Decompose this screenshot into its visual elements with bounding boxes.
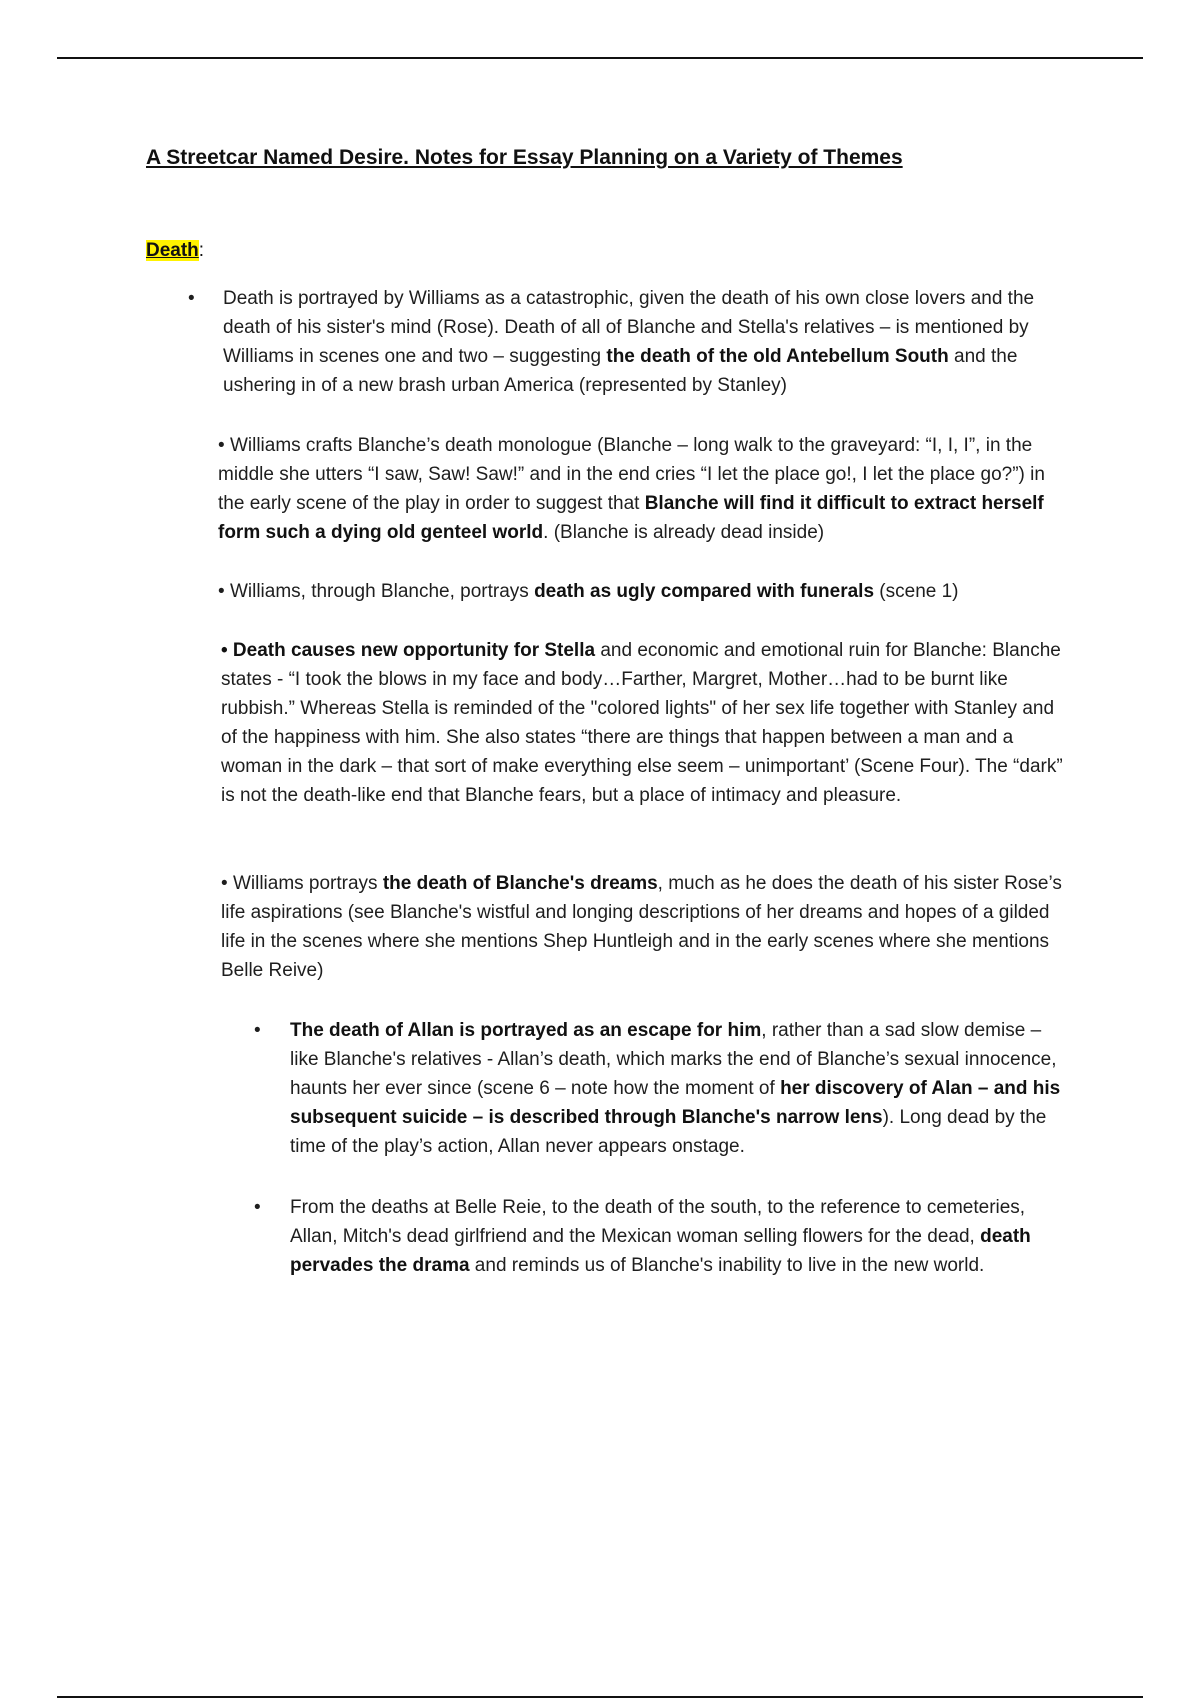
top-rule [57, 57, 1143, 59]
bullet-marker: • [188, 288, 195, 309]
paragraph-bold-text: the death of Blanche's dreams [382, 873, 658, 894]
paragraph-text: Williams, through Blanche, portrays [229, 581, 535, 602]
paragraph-text: ). Long dead by the time of the play’s action, Allan never appears onstage. [290, 1107, 1047, 1157]
inline-bullet: • [218, 581, 230, 602]
section-heading-colon: : [198, 240, 205, 261]
paragraph-text: . (Blanche is already dead inside) [543, 522, 825, 543]
paragraph-death-ugly [218, 577, 1063, 606]
bullet-marker: • [254, 1197, 261, 1218]
section-heading-text: Death [146, 240, 199, 261]
paragraph-text: , much as he does the death of his sister Rose’s life aspirations (see Blanche's wistful and longing descriptions of her dreams and hopes of a gilded life in the scenes where she mentions Shep Huntleigh and in the early scenes where she mentions Belle Reive) [221, 873, 1062, 981]
paragraph-text: and the ushering in of a new brash urban America (represented by Stanley) [223, 346, 1018, 396]
paragraph-death-of-dreams [221, 869, 1063, 985]
paragraph-bold-text: her discovery of Alan – and his subsequent suicide – is described through Blanche's narrow lens [290, 1078, 1061, 1128]
paragraph-bold-text: Blanche will find it difficult to extract herself form such a dying old genteel world [218, 493, 1044, 543]
paragraph-text: , rather than a sad slow demise – like Blanche's relatives - Allan’s death, which marks the end of Blanche’s sexual innocence, haunts her ever since (scene 6 – note how the moment of [290, 1020, 1057, 1099]
section-heading [146, 240, 204, 262]
paragraph-bold-text: death pervades the drama [290, 1226, 1031, 1276]
paragraph-bold-text: • Death causes new opportunity for Stella [221, 640, 596, 661]
paragraph-death-opportunity [221, 636, 1063, 810]
inline-bullet: • [218, 435, 230, 456]
paragraph-text: and reminds us of Blanche's inability to live in the new world. [469, 1255, 985, 1276]
paragraph-bold-text: the death of the old Antebellum South [606, 346, 949, 367]
paragraph-text: Death is portrayed by Williams as a catastrophic, given the death of his own close lovers and the death of his sister's mind (Rose). Death of all of Blanche and Stella's relatives – is mentioned by Williams in scenes one and two – suggesting [223, 288, 1035, 367]
paragraph-death-monologue [218, 431, 1063, 547]
paragraph-text: and economic and emotional ruin for Blanche: Blanche states - “I took the blows in my face and body…Farther, Margret, Mother…had to be burnt like rubbish.” Whereas Stella is reminded of the "colored lights" of her sex life together with Stanley and of the happiness with him. She also states “there are things that happen between a man and a woman in the dark – that sort of make everything else seem – unimportant’ (Scene Four). The “dark” is not the death-like end that Blanche fears, but a place of intimacy and pleasure. [221, 640, 1063, 806]
paragraph-text: (scene 1) [874, 581, 959, 602]
paragraph-bold-text: The death of Allan is portrayed as an escape for him [290, 1020, 762, 1041]
bullet-marker: • [254, 1020, 261, 1041]
paragraph-death-pervades [290, 1193, 1065, 1280]
paragraph-text: From the deaths at Belle Reie, to the death of the south, to the reference to cemeteries, Allan, Mitch's dead girlfriend and the Mexican woman selling flowers for the dead, [290, 1197, 1026, 1247]
paragraph-death-of-allan [290, 1016, 1065, 1161]
inline-bullet: • [221, 873, 233, 894]
bottom-rule [57, 1696, 1143, 1698]
paragraph-death-catastrophic [223, 284, 1063, 400]
paragraph-text: Williams portrays [232, 873, 383, 894]
document-title: A Streetcar Named Desire. Notes for Essay Planning on a Variety of Themes [146, 146, 903, 169]
paragraph-text: Williams crafts Blanche’s death monologue (Blanche – long walk to the graveyard: “I, I, I”, in the middle she utters “I saw, Saw! Saw!” and in the end cries “I let the place go!, I let the place go?”) in the early scene of the play in order to suggest that [218, 435, 1045, 514]
paragraph-bold-text: death as ugly compared with funerals [534, 581, 875, 602]
